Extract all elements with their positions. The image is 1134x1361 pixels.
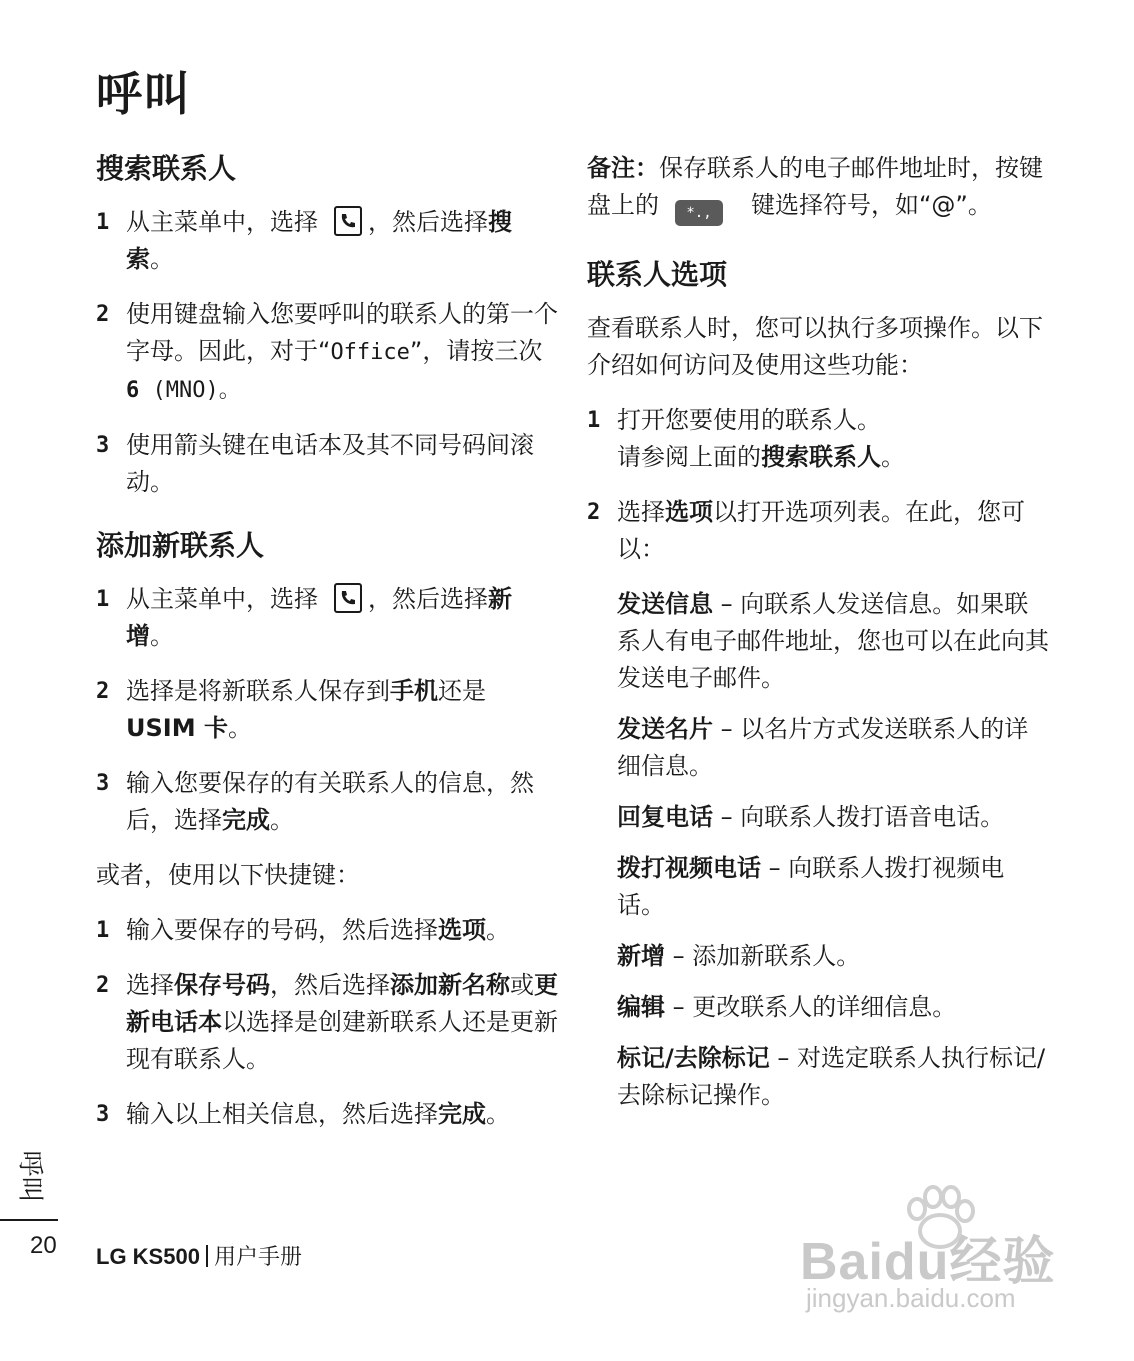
phone-book-icon [334,583,362,613]
step-text: 以打开选项列表。在此，您可以： [617,498,1025,563]
list-item [96,765,558,839]
heading-add-contact: 添加新联系人 [96,529,265,562]
step-number: 1 [96,918,110,943]
menu-term: 搜索联系人 [761,443,881,471]
list-item [587,402,1049,476]
section-tab [14,1138,56,1208]
step-text: ”，请按三次 [409,337,543,365]
step-number: 3 [96,771,110,796]
step-text: 。 [227,714,252,742]
step-text: 或 [510,971,534,999]
list-item [96,1096,558,1133]
step-text: 使用箭头键在电话本及其不同号码间滚动。 [126,431,534,496]
step-text: 。 [150,245,174,273]
menu-term: 更新电话本 [126,971,558,1036]
note-text: 键选择符号，如“@”。 [751,191,992,219]
option-desc: – 向联系人拨打视频电话。 [617,854,1005,919]
step-text: 选择 [617,498,665,526]
step-text: 输入您要保存的有关联系人的信息，然后，选择 [126,769,534,834]
step-number: 2 [96,973,110,998]
option-desc: – 以名片方式发送联系人的详细信息。 [617,715,1029,780]
option-name: 回复电话 [617,803,713,831]
menu-term: 新增 [126,585,512,650]
menu-term: 搜索 [126,208,512,273]
menu-term: USIM 卡 [126,714,228,742]
menu-term: 完成 [438,1100,486,1128]
heading-contact-options: 联系人选项 [587,258,728,291]
shortcut-intro: 或者，使用以下快捷键： [96,861,360,889]
step-text: 。 [486,1100,510,1128]
note-text: 保存联系人的电子邮件地址时，按键盘上的 [587,154,1043,219]
page-number: 20 [30,1232,57,1259]
watermark-logo: Baidu经验 [800,1233,1056,1291]
option-desc: – 更改联系人的详细信息。 [665,993,957,1021]
option-desc: – 对选定联系人执行标记/去除标记操作。 [617,1044,1046,1109]
step-text: 选择是将新联系人保存到 [126,677,390,705]
menu-term: 添加新名称 [390,971,510,999]
list-item [96,427,558,501]
step-text: 以选择是创建新联系人还是更新现有联系人。 [126,1008,558,1073]
step-text: 还是 [438,677,486,705]
option-voice-call [617,799,1049,836]
footer [96,1240,302,1271]
step-number: 1 [96,587,110,612]
step-number: 2 [587,500,601,525]
search-steps [96,204,558,501]
step-number: 1 [96,210,110,235]
option-name: 拨打视频电话 [617,854,761,882]
divider [0,1219,58,1221]
heading-search-contacts: 搜索联系人 [96,152,237,185]
key-letters: (MNO)。 [139,378,241,403]
step-text: 选择 [126,971,174,999]
step-text: ，然后选择 [368,585,488,613]
right-column [587,150,1049,1128]
menu-term: 保存号码 [174,971,270,999]
watermark [800,1195,1070,1315]
list-item [587,494,1049,568]
list-item [96,912,558,949]
option-new [617,938,1049,975]
option-edit [617,989,1049,1026]
section-tab-label: 呼叫 [14,1150,45,1203]
option-name: 发送名片 [617,715,713,743]
shortcut-steps [96,912,558,1133]
step-text: 。 [486,916,510,944]
step-text: 从主菜单中，选择 [126,208,318,236]
key-label: 6 [126,378,140,403]
option-desc: – 向联系人发送信息。如果联系人有电子邮件地址，您也可以在此向其发送电子邮件。 [617,590,1049,692]
step-text: 。 [270,806,294,834]
example-name: Office [330,340,410,365]
step-text: 输入要保存的号码，然后选择 [126,916,438,944]
footer-manual: 用户手册 [213,1244,302,1269]
step-text: 。 [881,443,905,471]
note [587,150,1049,226]
option-name: 新增 [617,942,665,970]
step-text: 输入以上相关信息，然后选择 [126,1100,438,1128]
option-video-call [617,850,1049,924]
step-text: 打开您要使用的联系人。 [617,406,881,434]
list-item [96,673,558,747]
step-number: 2 [96,679,110,704]
menu-term: 选项 [438,916,486,944]
note-label: 备注： [587,154,659,182]
option-desc: – 添加新联系人。 [665,942,861,970]
step-text: 请参阅上面的 [617,443,761,471]
option-name: 编辑 [617,993,665,1021]
footer-brand: LG KS500 [96,1244,200,1269]
list-item [96,967,558,1078]
option-send-message [617,586,1049,697]
menu-term: 完成 [222,806,270,834]
star-key-icon: *., [675,200,723,226]
step-text: ，然后选择 [270,971,390,999]
option-desc: – 向联系人拨打语音电话。 [713,803,1005,831]
list-item [96,204,558,278]
step-text: ，然后选择 [368,208,488,236]
step-number: 2 [96,302,110,327]
add-steps [96,581,558,839]
page-title: 呼叫 [96,67,192,121]
option-mark [617,1040,1049,1114]
option-send-card [617,711,1049,785]
step-text: 从主菜单中，选择 [126,585,318,613]
options-intro: 查看联系人时，您可以执行多项操作。以下介绍如何访问及使用这些功能： [587,314,1043,379]
list-item [96,296,558,409]
option-name: 标记/去除标记 [617,1044,770,1072]
menu-term: 手机 [390,677,438,705]
options-steps [587,402,1049,568]
step-text: 。 [150,622,174,650]
phone-book-icon [334,206,362,236]
menu-term: 选项 [665,498,713,526]
list-item [96,581,558,655]
step-number: 3 [96,1102,110,1127]
left-column [96,150,558,1151]
step-number: 1 [587,408,601,433]
divider [206,1245,208,1267]
step-number: 3 [96,433,110,458]
watermark-url: jingyan.baidu.com [806,1283,1016,1313]
option-name: 发送信息 [617,590,713,618]
step-text: 使用键盘输入您要呼叫的联系人的第一个字母。因此，对于“ [126,300,558,365]
